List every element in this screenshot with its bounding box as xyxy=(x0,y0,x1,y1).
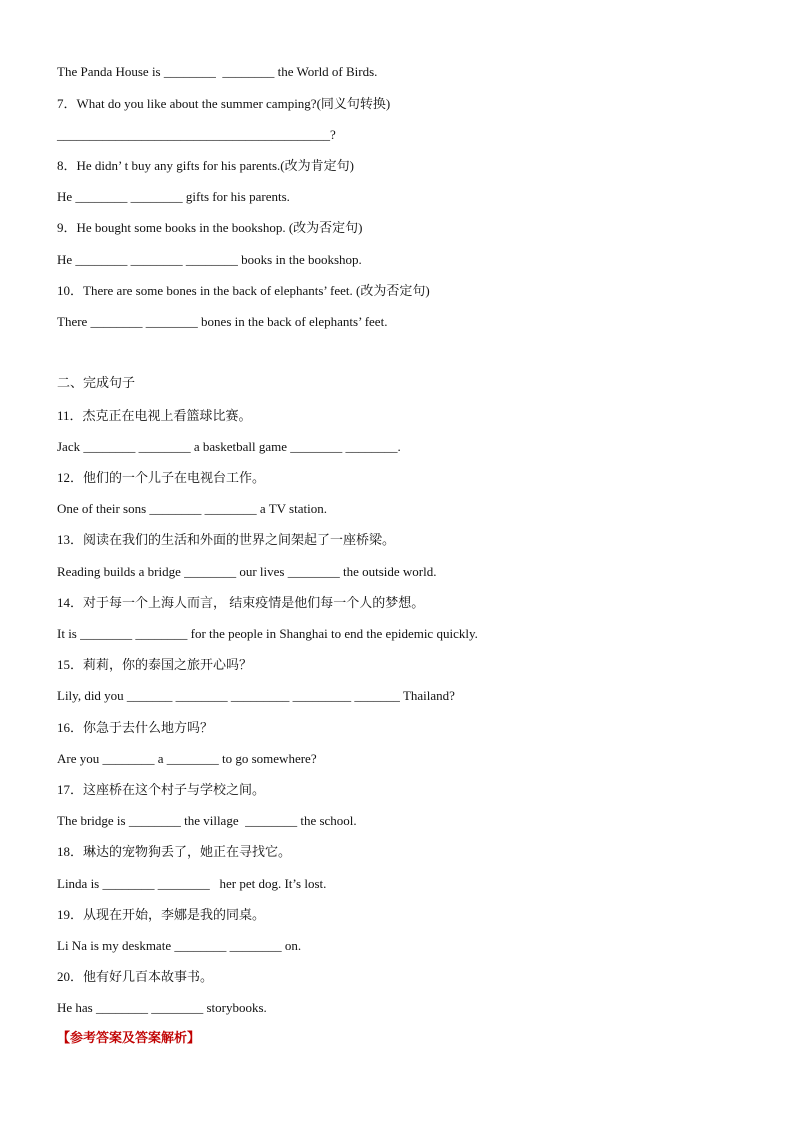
q11-prompt: 11．杰克正在电视上看篮球比赛。 xyxy=(57,408,252,423)
q13-answer-line: Reading builds a bridge ________ our lives ________ the outside world. xyxy=(57,564,437,579)
q16-prompt: 16．你急于去什么地方吗？ xyxy=(57,720,214,735)
q11-answer-line: Jack ________ ________ a basketball game ________ ________. xyxy=(57,439,401,454)
q8-prompt: 8．He didn’ t buy any gifts for his parents.(改为肯定句) xyxy=(57,158,354,173)
q19-answer-line: Li Na is my deskmate ________ ________ on. xyxy=(57,938,302,953)
q10-answer-line: There ________ ________ bones in the back of elephants’ feet. xyxy=(57,314,388,329)
q16-answer-line: Are you ________ a ________ to go somewhere? xyxy=(57,751,317,766)
section-heading: 二、完成句子 xyxy=(57,376,136,391)
q17-prompt: 17．这座桥在这个村子与学校之间。 xyxy=(57,782,266,797)
q9-prompt: 9．He bought some books in the bookshop. (改为否定句) xyxy=(57,220,363,235)
q12-prompt: 12．他们的一个儿子在电视台工作。 xyxy=(57,470,266,485)
q7-prompt: 7．What do you like about the summer camping?(同义句转换) xyxy=(57,96,391,111)
q12-answer-line: One of their sons ________ ________ a TV station. xyxy=(57,501,327,516)
q14-prompt: 14．对于每一个上海人而言， 结束疫情是他们每一个人的梦想。 xyxy=(57,595,425,610)
q18-answer-line: Linda is ________ ________ her pet dog. It’s lost. xyxy=(57,876,327,891)
q7-answer-line: __________________________________________? xyxy=(57,127,336,142)
q8-answer-line: He ________ ________ gifts for his parents. xyxy=(57,189,290,204)
q18-prompt: 18．琳达的宠物狗丢了，她正在寻找它。 xyxy=(57,844,292,859)
q10-prompt: 10．There are some bones in the back of elephants’ feet. (改为否定句) xyxy=(57,283,430,298)
q13-prompt: 13．阅读在我们的生活和外面的世界之间架起了一座桥梁。 xyxy=(57,532,396,547)
q14-answer-line: It is ________ ________ for the people in Shanghai to end the epidemic quickly. xyxy=(57,626,478,641)
q20-answer-line: He has ________ ________ storybooks. xyxy=(57,1000,267,1015)
q15-prompt: 15．莉莉，你的泰国之旅开心吗？ xyxy=(57,657,253,672)
q9-answer-line: He ________ ________ ________ books in the bookshop. xyxy=(57,252,362,267)
answer-key-heading: 【参考答案及答案解析】 xyxy=(57,1031,201,1046)
q19-prompt: 19．从现在开始，李娜是我的同桌。 xyxy=(57,907,266,922)
q20-prompt: 20．他有好几百本故事书。 xyxy=(57,969,214,984)
q17-answer-line: The bridge is ________ the village ________ the school. xyxy=(57,813,357,828)
q15-answer-line: Lily, did you _______ ________ _________ _________ _______ Thailand? xyxy=(57,688,455,703)
q6-answer-line: The Panda House is ________ ________ the World of Birds. xyxy=(57,64,378,79)
